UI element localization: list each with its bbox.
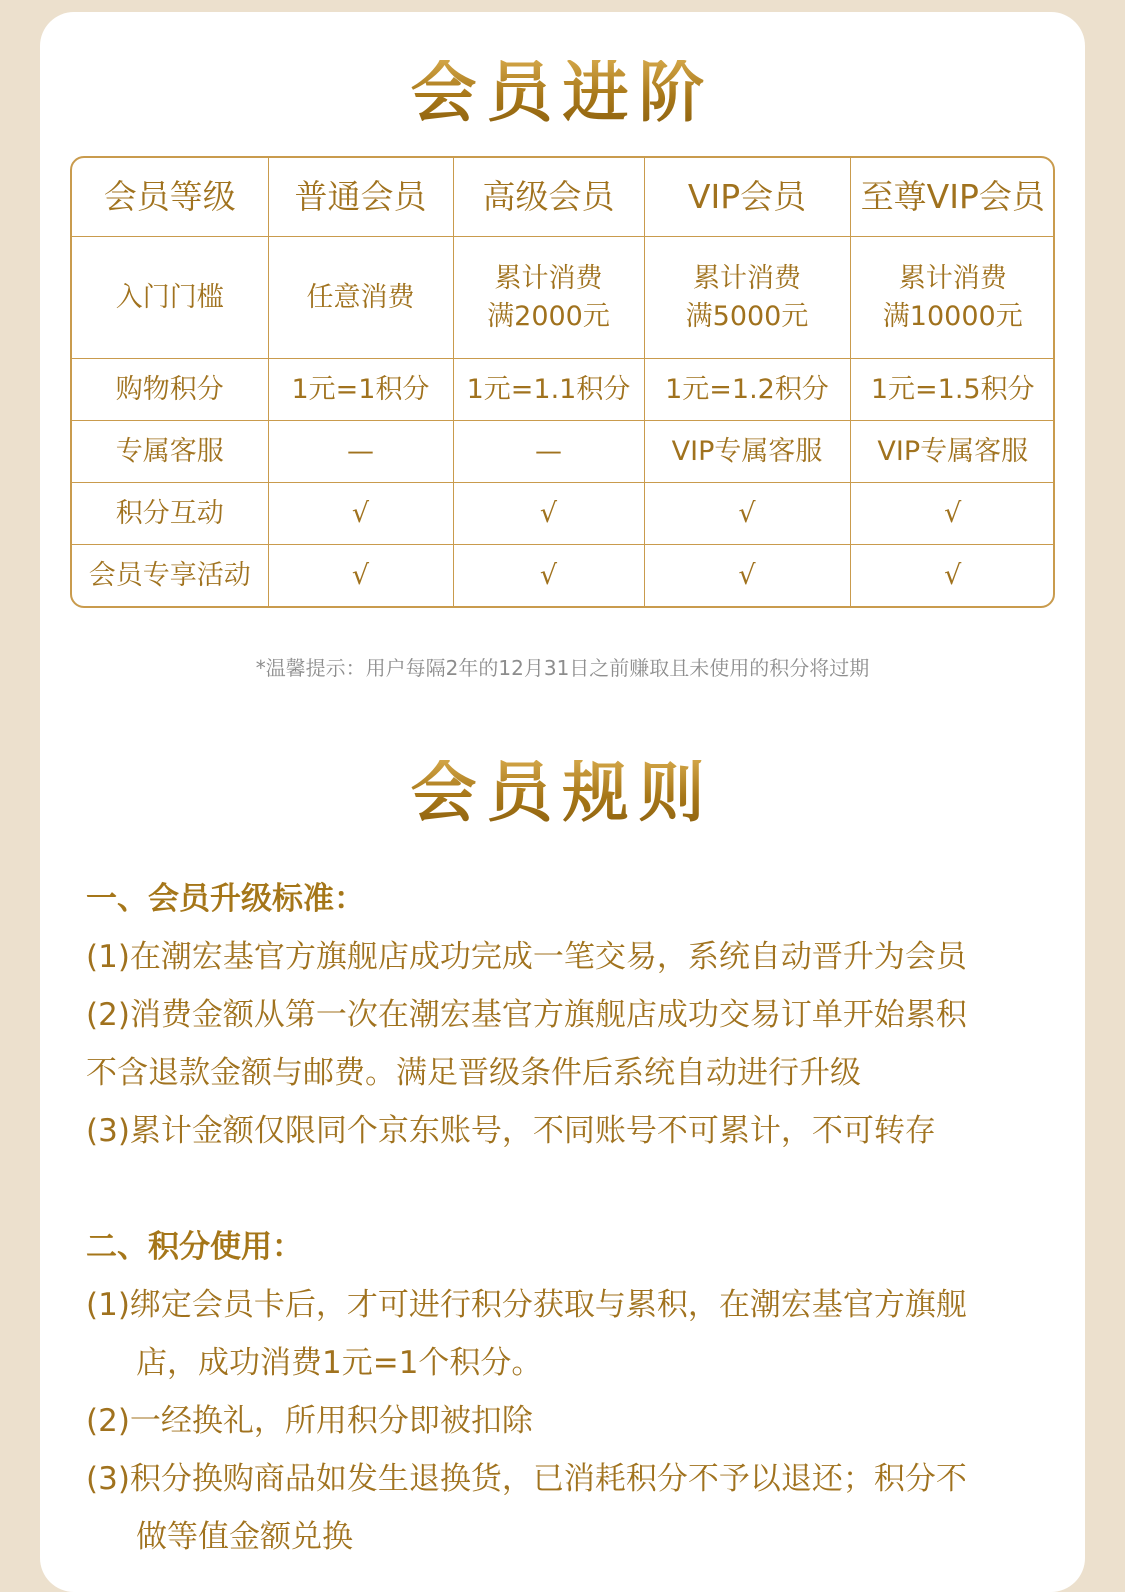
table-cell: VIP专属客服 [644,421,850,483]
check-mark: √ [644,545,850,607]
table-row-threshold [72,237,1055,359]
row-label: 购物积分 [72,359,268,421]
membership-levels-table [70,156,1055,608]
membership-rules-title: 会员规则 [40,760,1085,826]
membership-levels-title: 会员进阶 [40,60,1085,126]
header-cell-vip: VIP会员 [644,158,850,237]
check-mark: √ [268,483,453,545]
points-expiry-tip: *温馨提示：用户每隔2年的12月31日之前赚取且未使用的积分将过期 [255,656,870,680]
table-cell: 1元=1.2积分 [644,359,850,421]
rule-line: (2)一经换礼，所用积分即被扣除 [86,1403,533,1439]
row-label: 入门门槛 [72,237,268,359]
threshold-line: 累计消费 [494,262,603,294]
rule-line: 不含退款金额与邮费。满足晋级条件后系统自动进行升级 [86,1055,861,1091]
table-row-points-interaction [72,483,1055,545]
rule-line: (3)累计金额仅限同个京东账号，不同账号不可累计，不可转存 [86,1113,936,1149]
table-header-row [72,158,1055,237]
rule-line: (1)在潮宏基官方旗舰店成功完成一笔交易，系统自动晋升为会员 [86,939,967,975]
rule-line: 做等值金额兑换 [136,1519,353,1555]
check-mark: √ [850,483,1055,545]
threshold-cell [644,237,850,359]
rule-line: (1)绑定会员卡后，才可进行积分获取与累积，在潮宏基官方旗舰 [86,1287,967,1323]
threshold-line: 任意消费 [306,281,415,313]
threshold-cell [850,237,1055,359]
row-label: 专属客服 [72,421,268,483]
table-row-points [72,359,1055,421]
header-cell-regular: 普通会员 [268,158,453,237]
table-cell: 1元=1积分 [268,359,453,421]
points-usage-heading: 二、积分使用： [86,1229,303,1265]
header-cell-senior: 高级会员 [453,158,644,237]
threshold-line: 累计消费 [693,262,801,294]
threshold-amount: 满2000元 [487,300,610,332]
upgrade-standard-heading: 一、会员升级标准： [86,881,365,917]
header-cell-supreme-vip: 至尊VIP会员 [850,158,1055,237]
threshold-cell [453,237,644,359]
check-mark: √ [453,483,644,545]
rule-line: 店，成功消费1元=1个积分。 [136,1345,543,1381]
rules-text [86,870,1056,1566]
header-cell-level: 会员等级 [72,158,268,237]
check-mark: √ [453,545,644,607]
table-row-member-events [72,545,1055,607]
threshold-amount: 满5000元 [685,300,809,332]
rule-line: (3)积分换购商品如发生退换货，已消耗积分不予以退还；积分不 [86,1461,967,1497]
check-mark: √ [268,545,453,607]
check-mark: √ [644,483,850,545]
threshold-line: 累计消费 [898,262,1007,294]
table-cell: — [453,421,644,483]
row-label: 积分互动 [72,483,268,545]
table-row-service [72,421,1055,483]
table-cell: VIP专属客服 [850,421,1055,483]
threshold-amount: 满10000元 [882,300,1023,332]
table-cell: 1元=1.5积分 [850,359,1055,421]
section-spacer [86,1160,1056,1218]
rule-line: (2)消费金额从第一次在潮宏基官方旗舰店成功交易订单开始累积 [86,997,967,1033]
table-cell: — [268,421,453,483]
row-label: 会员专享活动 [72,545,268,607]
rules-card [40,12,1085,1592]
check-mark: √ [944,559,962,591]
threshold-cell [268,237,453,359]
table-cell: 1元=1.1积分 [453,359,644,421]
